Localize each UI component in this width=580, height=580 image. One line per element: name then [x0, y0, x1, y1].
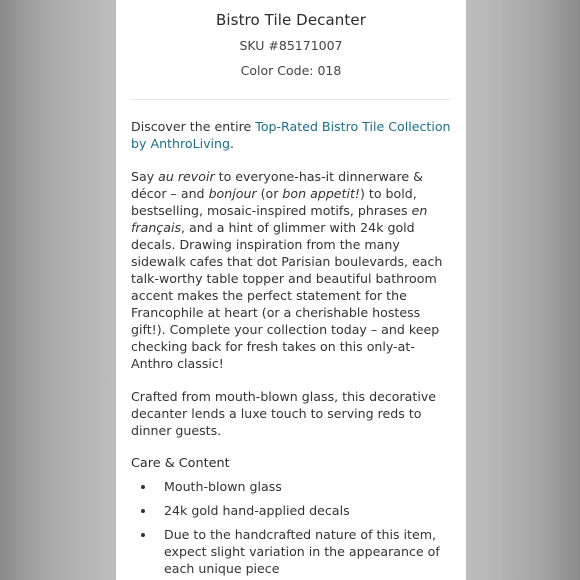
list-item-text: 24k gold hand-applied decals: [164, 503, 350, 518]
bullet-icon: [141, 533, 145, 537]
product-sku: SKU #85171007: [239, 38, 343, 53]
header-divider: [130, 99, 451, 100]
care-content-list: [131, 478, 453, 577]
product-title: Bistro Tile Decanter: [216, 11, 366, 29]
list-item: [131, 526, 453, 577]
desc-italic-bon-appetit: bon appetit!: [282, 186, 360, 201]
discover-prefix: Discover the entire: [131, 119, 256, 134]
discover-paragraph: [131, 118, 453, 152]
crafted-paragraph: Crafted from mouth-blown glass, this decorative decanter lends a luxe touch to serving reds to dinner guests.: [131, 389, 437, 438]
product-color-code: Color Code: 018: [240, 63, 342, 78]
list-item-text: Due to the handcrafted nature of this item, expect slight variation in the appearance of each unique piece: [164, 527, 440, 576]
desc-italic-en-francais: en français: [131, 203, 428, 235]
list-item: [131, 478, 453, 495]
desc-text-4: ) to bold, bestselling, mosaic-inspired motifs, phrases: [131, 186, 417, 218]
desc-italic-au-revoir: au revoir: [158, 169, 215, 184]
desc-text-3: (or: [256, 186, 283, 201]
product-details-panel: [116, 0, 466, 580]
desc-italic-bonjour: bonjour: [208, 186, 257, 201]
desc-text-2: to everyone-has-it dinnerware & décor – and: [131, 169, 423, 201]
list-item-text: Mouth-blown glass: [164, 479, 282, 494]
desc-text-1: Say: [131, 169, 159, 184]
care-content-heading: Care & Content: [131, 456, 230, 471]
collection-link[interactable]: Top-Rated Bistro Tile Collection by AnthroLiving: [131, 119, 451, 151]
description-paragraph: [131, 168, 453, 372]
bullet-icon: [141, 509, 145, 513]
list-item: [131, 502, 453, 519]
desc-text-5: , and a hint of glimmer with 24k gold decals. Drawing inspiration from the many sidewalk cafes that dot Parisian boulevards, each talk-worthy table topper and beautiful bathroom accent makes the perfect statement for the Francophile at heart (or a cherishable hostess gift!). Complete your collection today – and keep checking back for fresh takes on this only-at-Anthro classic!: [131, 220, 443, 371]
bullet-icon: [141, 485, 145, 489]
product-description: [131, 118, 453, 580]
discover-suffix: .: [230, 136, 235, 151]
